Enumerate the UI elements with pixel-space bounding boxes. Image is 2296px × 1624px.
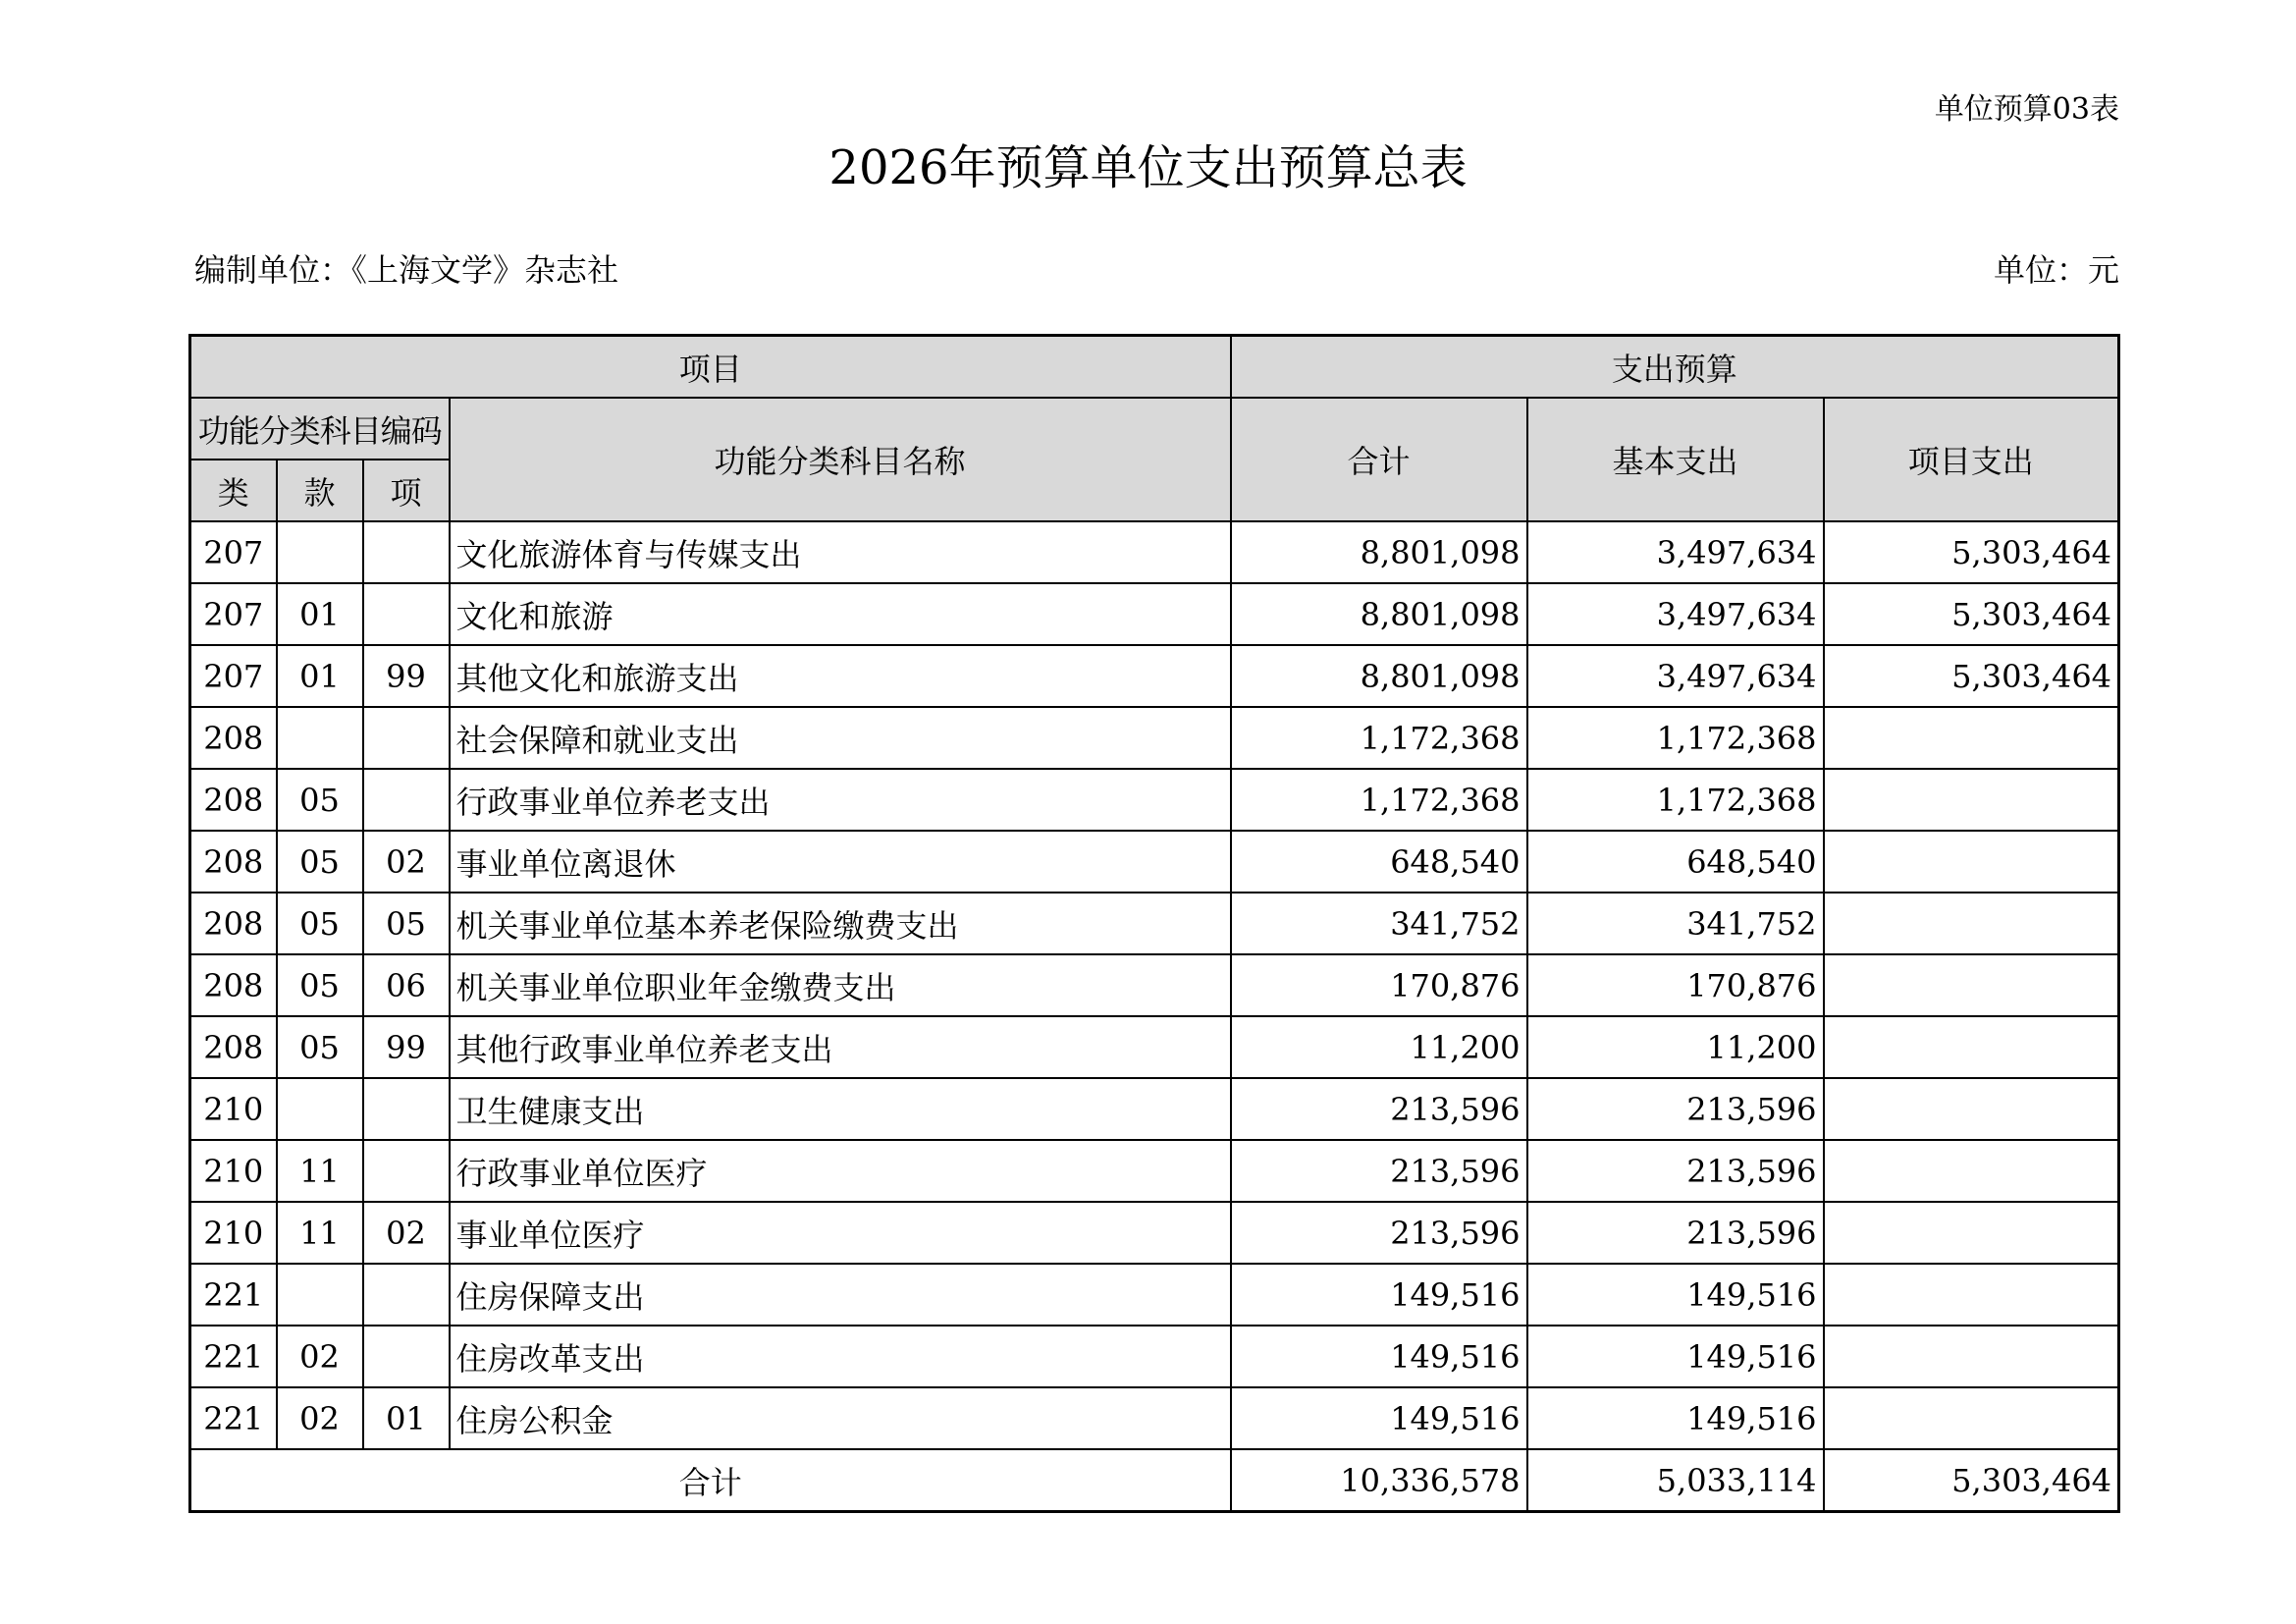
cell-xiang: [363, 1140, 450, 1202]
cell-item: [1824, 893, 2119, 954]
cell-total: 149,516: [1231, 1326, 1527, 1387]
table-row: [190, 645, 2119, 707]
cell-kuan: [277, 707, 363, 769]
cell-item: [1824, 1264, 2119, 1326]
cell-lei: 208: [190, 954, 277, 1016]
cell-lei: 210: [190, 1078, 277, 1140]
cell-lei: 221: [190, 1326, 277, 1387]
cell-basic: 3,497,634: [1527, 645, 1824, 707]
cell-name: 住房公积金: [450, 1387, 1231, 1449]
total-total: 10,336,578: [1231, 1449, 1527, 1512]
table-row: [190, 1202, 2119, 1264]
cell-name: 文化旅游体育与传媒支出: [450, 521, 1231, 583]
cell-total: 213,596: [1231, 1202, 1527, 1264]
cell-kuan: 11: [277, 1140, 363, 1202]
cell-lei: 208: [190, 893, 277, 954]
cell-lei: 221: [190, 1387, 277, 1449]
cell-total: 8,801,098: [1231, 583, 1527, 645]
cell-lei: 207: [190, 583, 277, 645]
cell-kuan: [277, 521, 363, 583]
header-xiang: 项: [363, 460, 450, 521]
cell-basic: 213,596: [1527, 1078, 1824, 1140]
cell-basic: 1,172,368: [1527, 769, 1824, 831]
cell-item: [1824, 1016, 2119, 1078]
budget-table: [188, 334, 2120, 1513]
cell-lei: 208: [190, 831, 277, 893]
total-row: [190, 1449, 2119, 1512]
cell-item: [1824, 831, 2119, 893]
cell-xiang: 99: [363, 645, 450, 707]
cell-kuan: 05: [277, 1016, 363, 1078]
cell-name: 住房保障支出: [450, 1264, 1231, 1326]
cell-kuan: 01: [277, 583, 363, 645]
cell-xiang: [363, 583, 450, 645]
cell-name: 其他行政事业单位养老支出: [450, 1016, 1231, 1078]
cell-xiang: [363, 1078, 450, 1140]
form-number: 单位预算03表: [1934, 92, 2119, 127]
cell-kuan: 05: [277, 831, 363, 893]
cell-xiang: [363, 769, 450, 831]
cell-basic: 149,516: [1527, 1387, 1824, 1449]
cell-xiang: 01: [363, 1387, 450, 1449]
cell-item: [1824, 1140, 2119, 1202]
cell-total: 1,172,368: [1231, 769, 1527, 831]
cell-name: 文化和旅游: [450, 583, 1231, 645]
cell-lei: 208: [190, 1016, 277, 1078]
cell-total: 648,540: [1231, 831, 1527, 893]
cell-kuan: 05: [277, 893, 363, 954]
table-body: [190, 521, 2119, 1449]
cell-total: 341,752: [1231, 893, 1527, 954]
compiling-unit: 编制单位：《上海文学》杂志社: [194, 251, 619, 289]
cell-item: [1824, 1387, 2119, 1449]
cell-item: [1824, 954, 2119, 1016]
table-row: [190, 1264, 2119, 1326]
header-total: 合计: [1231, 398, 1527, 521]
table-row: [190, 1387, 2119, 1449]
cell-total: 213,596: [1231, 1140, 1527, 1202]
cell-item: [1824, 707, 2119, 769]
cell-lei: 208: [190, 707, 277, 769]
total-item: 5,303,464: [1824, 1449, 2119, 1512]
cell-kuan: 05: [277, 769, 363, 831]
cell-kuan: 01: [277, 645, 363, 707]
header-basic: 基本支出: [1527, 398, 1824, 521]
cell-basic: 3,497,634: [1527, 521, 1824, 583]
header-name: 功能分类科目名称: [450, 398, 1231, 521]
cell-item: [1824, 1078, 2119, 1140]
cell-basic: 149,516: [1527, 1326, 1824, 1387]
table-row: [190, 707, 2119, 769]
total-label: 合计: [190, 1449, 1231, 1512]
table-row: [190, 831, 2119, 893]
cell-name: 机关事业单位职业年金缴费支出: [450, 954, 1231, 1016]
cell-total: 8,801,098: [1231, 521, 1527, 583]
cell-xiang: [363, 521, 450, 583]
cell-kuan: 11: [277, 1202, 363, 1264]
table-row: [190, 521, 2119, 583]
header-project: 项目: [190, 336, 1231, 399]
cell-name: 卫生健康支出: [450, 1078, 1231, 1140]
cell-basic: 213,596: [1527, 1140, 1824, 1202]
cell-xiang: 02: [363, 831, 450, 893]
cell-name: 社会保障和就业支出: [450, 707, 1231, 769]
table-row: [190, 583, 2119, 645]
cell-item: [1824, 1202, 2119, 1264]
cell-name: 行政事业单位养老支出: [450, 769, 1231, 831]
table-row: [190, 769, 2119, 831]
cell-total: 11,200: [1231, 1016, 1527, 1078]
cell-total: 1,172,368: [1231, 707, 1527, 769]
cell-lei: 210: [190, 1140, 277, 1202]
table-row: [190, 1016, 2119, 1078]
cell-kuan: 05: [277, 954, 363, 1016]
cell-name: 事业单位离退休: [450, 831, 1231, 893]
cell-total: 149,516: [1231, 1264, 1527, 1326]
table-row: [190, 893, 2119, 954]
header-budget: 支出预算: [1231, 336, 2119, 399]
cell-total: 8,801,098: [1231, 645, 1527, 707]
table-row: [190, 1140, 2119, 1202]
cell-item: [1824, 1326, 2119, 1387]
cell-xiang: [363, 1264, 450, 1326]
header-code-group: 功能分类科目编码: [190, 398, 450, 460]
cell-total: 213,596: [1231, 1078, 1527, 1140]
cell-name: 机关事业单位基本养老保险缴费支出: [450, 893, 1231, 954]
cell-basic: 3,497,634: [1527, 583, 1824, 645]
cell-lei: 207: [190, 645, 277, 707]
cell-total: 170,876: [1231, 954, 1527, 1016]
cell-xiang: [363, 1326, 450, 1387]
cell-lei: 208: [190, 769, 277, 831]
header-item: 项目支出: [1824, 398, 2119, 521]
cell-name: 住房改革支出: [450, 1326, 1231, 1387]
cell-item: [1824, 769, 2119, 831]
cell-item: 5,303,464: [1824, 521, 2119, 583]
cell-basic: 213,596: [1527, 1202, 1824, 1264]
cell-xiang: 02: [363, 1202, 450, 1264]
cell-name: 行政事业单位医疗: [450, 1140, 1231, 1202]
cell-name: 事业单位医疗: [450, 1202, 1231, 1264]
cell-lei: 221: [190, 1264, 277, 1326]
cell-kuan: [277, 1078, 363, 1140]
cell-basic: 341,752: [1527, 893, 1824, 954]
cell-basic: 149,516: [1527, 1264, 1824, 1326]
cell-total: 149,516: [1231, 1387, 1527, 1449]
cell-basic: 1,172,368: [1527, 707, 1824, 769]
header-lei: 类: [190, 460, 277, 521]
cell-xiang: 99: [363, 1016, 450, 1078]
cell-kuan: 02: [277, 1326, 363, 1387]
cell-name: 其他文化和旅游支出: [450, 645, 1231, 707]
cell-kuan: [277, 1264, 363, 1326]
cell-lei: 210: [190, 1202, 277, 1264]
cell-item: 5,303,464: [1824, 645, 2119, 707]
cell-basic: 170,876: [1527, 954, 1824, 1016]
cell-item: 5,303,464: [1824, 583, 2119, 645]
cell-kuan: 02: [277, 1387, 363, 1449]
cell-xiang: 05: [363, 893, 450, 954]
header-kuan: 款: [277, 460, 363, 521]
table-row: [190, 1326, 2119, 1387]
cell-xiang: [363, 707, 450, 769]
cell-xiang: 06: [363, 954, 450, 1016]
page-title: 2026年预算单位支出预算总表: [828, 140, 1468, 195]
cell-basic: 648,540: [1527, 831, 1824, 893]
total-basic: 5,033,114: [1527, 1449, 1824, 1512]
cell-lei: 207: [190, 521, 277, 583]
table-row: [190, 1078, 2119, 1140]
currency-unit: 单位：元: [1993, 251, 2119, 289]
table-row: [190, 954, 2119, 1016]
cell-basic: 11,200: [1527, 1016, 1824, 1078]
